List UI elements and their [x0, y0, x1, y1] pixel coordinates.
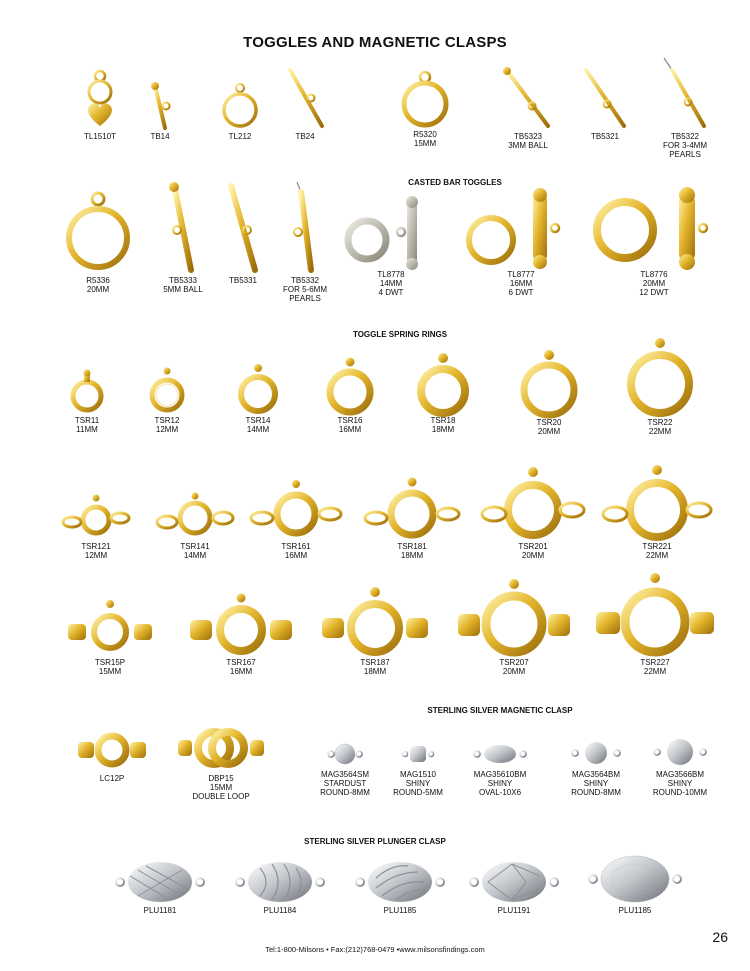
- product-tsr181: [362, 474, 462, 560]
- product-code: MAG3564SM: [320, 770, 370, 779]
- spring-ring-image: [233, 360, 283, 416]
- product-tl8778: [336, 196, 446, 297]
- product-code: R5320: [413, 130, 437, 139]
- product-plu1184: [230, 858, 330, 915]
- product-desc: 18MM: [363, 667, 387, 676]
- spring-ring-loops-image: [480, 464, 586, 542]
- product-code: TL8776: [640, 270, 668, 279]
- section-toggle-spring-rings: TOGGLE SPRING RINGS: [352, 330, 448, 339]
- spring-ring-loops-image: [362, 474, 462, 542]
- magnetic-ball-image: [648, 734, 712, 770]
- product-code: PLU1181: [143, 906, 177, 915]
- product-desc: 14MM: [379, 279, 403, 288]
- casted-toggle-image: [461, 186, 581, 270]
- product-tsr18: [410, 350, 476, 434]
- product-desc: SHINY: [667, 779, 693, 788]
- magnetic-ball-image: [566, 736, 626, 770]
- plunger-clasp-image: [352, 858, 448, 906]
- product-tsr14: [230, 360, 286, 434]
- product-tb14: [140, 80, 180, 141]
- product-desc: PEARLS: [289, 294, 321, 303]
- product-tsr201: [478, 464, 588, 560]
- product-code: TSR18: [430, 416, 456, 425]
- product-code: TB24: [295, 132, 315, 141]
- product-code: TL8777: [507, 270, 535, 279]
- product-tsr207: [452, 576, 576, 676]
- product-desc: 5MM BALL: [163, 285, 203, 294]
- product-desc: SHINY: [487, 779, 513, 788]
- toggle-bar-image: [223, 180, 263, 276]
- spring-ring-caps-image: [62, 596, 158, 658]
- product-code: TSR22: [647, 418, 673, 427]
- product-tsr16: [320, 354, 380, 434]
- product-tsr15p: [60, 596, 160, 676]
- product-mag35610bm: [460, 738, 540, 797]
- product-tsr12: [142, 364, 192, 434]
- product-desc: 14MM: [183, 551, 207, 560]
- product-code: TSR181: [397, 542, 427, 551]
- spring-ring-caps-image: [318, 584, 432, 658]
- product-desc: 16MM: [338, 425, 362, 434]
- product-desc: 22MM: [643, 667, 667, 676]
- product-code: TB5331: [228, 276, 258, 285]
- product-mag1510: [388, 738, 448, 797]
- toggle-bar-image: [163, 180, 203, 276]
- product-desc: 12MM: [155, 425, 179, 434]
- product-desc: ROUND-10MM: [652, 788, 708, 797]
- product-desc: 18MM: [400, 551, 424, 560]
- product-tsr22: [620, 334, 700, 436]
- product-code: PLU1191: [497, 906, 531, 915]
- product-mag3566bm: [640, 734, 720, 797]
- magnetic-oval-image: [470, 738, 530, 770]
- product-desc: 11MM: [76, 425, 98, 434]
- product-tsr11: [62, 366, 112, 434]
- product-tb5332: [270, 180, 340, 303]
- product-code: TSR11: [74, 416, 100, 425]
- spring-ring-caps-image: [592, 570, 718, 658]
- product-tsr187: [316, 584, 434, 676]
- toggle-bar-image: [285, 180, 325, 276]
- product-code: TSR20: [536, 418, 562, 427]
- product-desc: FOR 3-4MM: [663, 141, 707, 150]
- product-plu1185-stardust: [580, 852, 690, 915]
- product-desc: FOR 5-6MM: [283, 285, 327, 294]
- spring-ring-loops-image: [58, 490, 134, 542]
- product-code: TB5323: [513, 132, 543, 141]
- product-desc: 22MM: [648, 427, 672, 436]
- spring-ring-image: [145, 364, 189, 416]
- product-desc: 16MM: [509, 279, 533, 288]
- toggle-bar-image: [280, 64, 330, 132]
- product-tsr20: [512, 346, 586, 436]
- product-desc: 18MM: [431, 425, 455, 434]
- product-code: TSR14: [245, 416, 271, 425]
- product-tsr167: [184, 590, 298, 676]
- product-desc: 20MM: [502, 667, 526, 676]
- product-desc: ROUND-8MM: [320, 788, 370, 797]
- product-code: TB5333: [168, 276, 198, 285]
- toggle-bar-image: [580, 64, 630, 132]
- product-desc: 6 DWT: [508, 288, 534, 297]
- toggle-ring-image: [217, 82, 263, 132]
- product-code: TL212: [228, 132, 252, 141]
- spring-ring-loops-image: [248, 476, 344, 542]
- toggle-ring-image: [62, 190, 134, 276]
- casted-toggle-image: [589, 186, 719, 270]
- product-desc: 14MM: [246, 425, 270, 434]
- product-desc: 20MM: [642, 279, 666, 288]
- product-mag3564bm: [556, 736, 636, 797]
- product-desc: 4 DWT: [378, 288, 404, 297]
- plunger-clasp-image: [466, 858, 562, 906]
- product-code: TSR167: [226, 658, 256, 667]
- product-code: TSR187: [360, 658, 390, 667]
- product-code: MAG1510: [399, 770, 437, 779]
- spring-ring-loops-image: [601, 462, 713, 542]
- product-code: DBP15: [208, 774, 234, 783]
- page-title: TOGGLES AND MAGNETIC CLASPS: [243, 34, 507, 51]
- product-code: LC12P: [99, 774, 125, 783]
- product-tsr221: [598, 462, 716, 560]
- magnetic-ball-image: [400, 738, 436, 770]
- product-code: TB5322: [670, 132, 700, 141]
- product-desc: DOUBLE LOOP: [192, 792, 250, 801]
- toggle-bar-image: [498, 64, 558, 132]
- product-desc: 15MM: [98, 667, 122, 676]
- product-desc: 16MM: [229, 667, 253, 676]
- product-tb24: [280, 64, 330, 141]
- product-code: PLU1185: [383, 906, 417, 915]
- spring-ring-image: [622, 334, 698, 418]
- product-code: TB5332: [290, 276, 320, 285]
- toggle-heart-image: [75, 68, 125, 132]
- product-mag3564sm: [310, 736, 380, 797]
- product-code: TSR221: [642, 542, 672, 551]
- product-desc: 22MM: [645, 551, 669, 560]
- magnetic-ball-image: [325, 736, 365, 770]
- product-code: MAG3564BM: [571, 770, 621, 779]
- product-code: TL1510T: [83, 132, 117, 141]
- spring-ring-image: [514, 346, 584, 418]
- product-desc: 20MM: [86, 285, 110, 294]
- product-r5336: [60, 190, 136, 294]
- spring-ring-caps-image: [454, 576, 574, 658]
- spring-ring-image: [322, 354, 378, 416]
- product-desc: 3MM BALL: [508, 141, 548, 150]
- product-code: MAG35610BM: [473, 770, 527, 779]
- product-lc12p: [72, 728, 152, 783]
- product-plu1181: [110, 858, 210, 915]
- double-loop-clasp-image: [176, 722, 266, 774]
- product-tb5331: [218, 180, 268, 285]
- product-plu1191: [464, 858, 564, 915]
- product-code: TSR16: [337, 416, 363, 425]
- product-code: TSR121: [81, 542, 111, 551]
- product-tl212: [215, 82, 265, 141]
- product-desc: 12 DWT: [639, 288, 669, 297]
- plunger-clasp-image: [585, 852, 685, 906]
- product-code: PLU1184: [263, 906, 297, 915]
- product-dbp15: [176, 722, 266, 801]
- product-tsr141: [150, 488, 240, 560]
- section-sterling-silver-plunger-clasp: STERLING SILVER PLUNGER CLASP: [304, 837, 446, 846]
- product-code: TSR207: [499, 658, 529, 667]
- product-code: MAG3566BM: [655, 770, 705, 779]
- product-plu1185: [350, 858, 450, 915]
- product-desc: PEARLS: [669, 150, 701, 159]
- product-tb5321: [575, 64, 635, 141]
- product-code: TL8778: [377, 270, 405, 279]
- toggle-bar-image: [660, 56, 710, 132]
- product-desc: STARDUST: [323, 779, 367, 788]
- product-desc: 20MM: [521, 551, 545, 560]
- product-code: R5336: [86, 276, 110, 285]
- product-desc: 16MM: [284, 551, 308, 560]
- spring-ring-image: [412, 350, 474, 416]
- product-code: TB5321: [590, 132, 620, 141]
- product-tsr121: [56, 490, 136, 560]
- section-casted-bar-toggles: CASTED BAR TOGGLES: [408, 178, 502, 187]
- product-code: PLU1185: [618, 906, 652, 915]
- plunger-clasp-image: [112, 858, 208, 906]
- toggle-ring-image: [397, 70, 453, 130]
- product-code: TSR201: [518, 542, 548, 551]
- plunger-clasp-image: [232, 858, 328, 906]
- spring-ring-loops-image: [152, 488, 238, 542]
- page-number: 26: [712, 929, 728, 945]
- product-code: TSR141: [180, 542, 210, 551]
- spring-ring-caps-image: [186, 590, 296, 658]
- product-code: TSR227: [640, 658, 670, 667]
- product-tl8777: [456, 186, 586, 297]
- product-desc: ROUND-8MM: [571, 788, 621, 797]
- product-r5320: [395, 70, 455, 148]
- product-code: TSR161: [281, 542, 311, 551]
- product-tl8776: [584, 186, 724, 297]
- section-sterling-silver-magnetic-clasp: STERLING SILVER MAGNETIC CLASP: [427, 706, 573, 715]
- product-desc: 15MM: [413, 139, 437, 148]
- spring-ring-image: [67, 366, 107, 416]
- product-desc: SHINY: [405, 779, 431, 788]
- lobster-clasp-image: [74, 728, 150, 774]
- product-tb5323: [488, 64, 568, 150]
- product-code: TSR15P: [94, 658, 126, 667]
- product-desc: OVAL-10X6: [478, 788, 522, 797]
- product-tb5322: [650, 56, 720, 159]
- product-desc: ROUND-5MM: [393, 788, 443, 797]
- product-desc: 20MM: [537, 427, 561, 436]
- product-tl1510t: [70, 68, 130, 141]
- product-tb5333: [148, 180, 218, 294]
- casted-toggle-image: [339, 196, 443, 270]
- product-desc: 15MM: [209, 783, 233, 792]
- product-desc: SHINY: [583, 779, 609, 788]
- product-code: TSR12: [154, 416, 180, 425]
- footer-contact: Tel:1-800-Milsons • Fax:(212)768-0479 •www.milsonsfindings.com: [265, 945, 485, 954]
- toggle-bar-image: [145, 80, 175, 132]
- product-tsr161: [246, 476, 346, 560]
- product-code: TB14: [150, 132, 170, 141]
- product-tsr227: [590, 570, 720, 676]
- product-desc: 12MM: [84, 551, 108, 560]
